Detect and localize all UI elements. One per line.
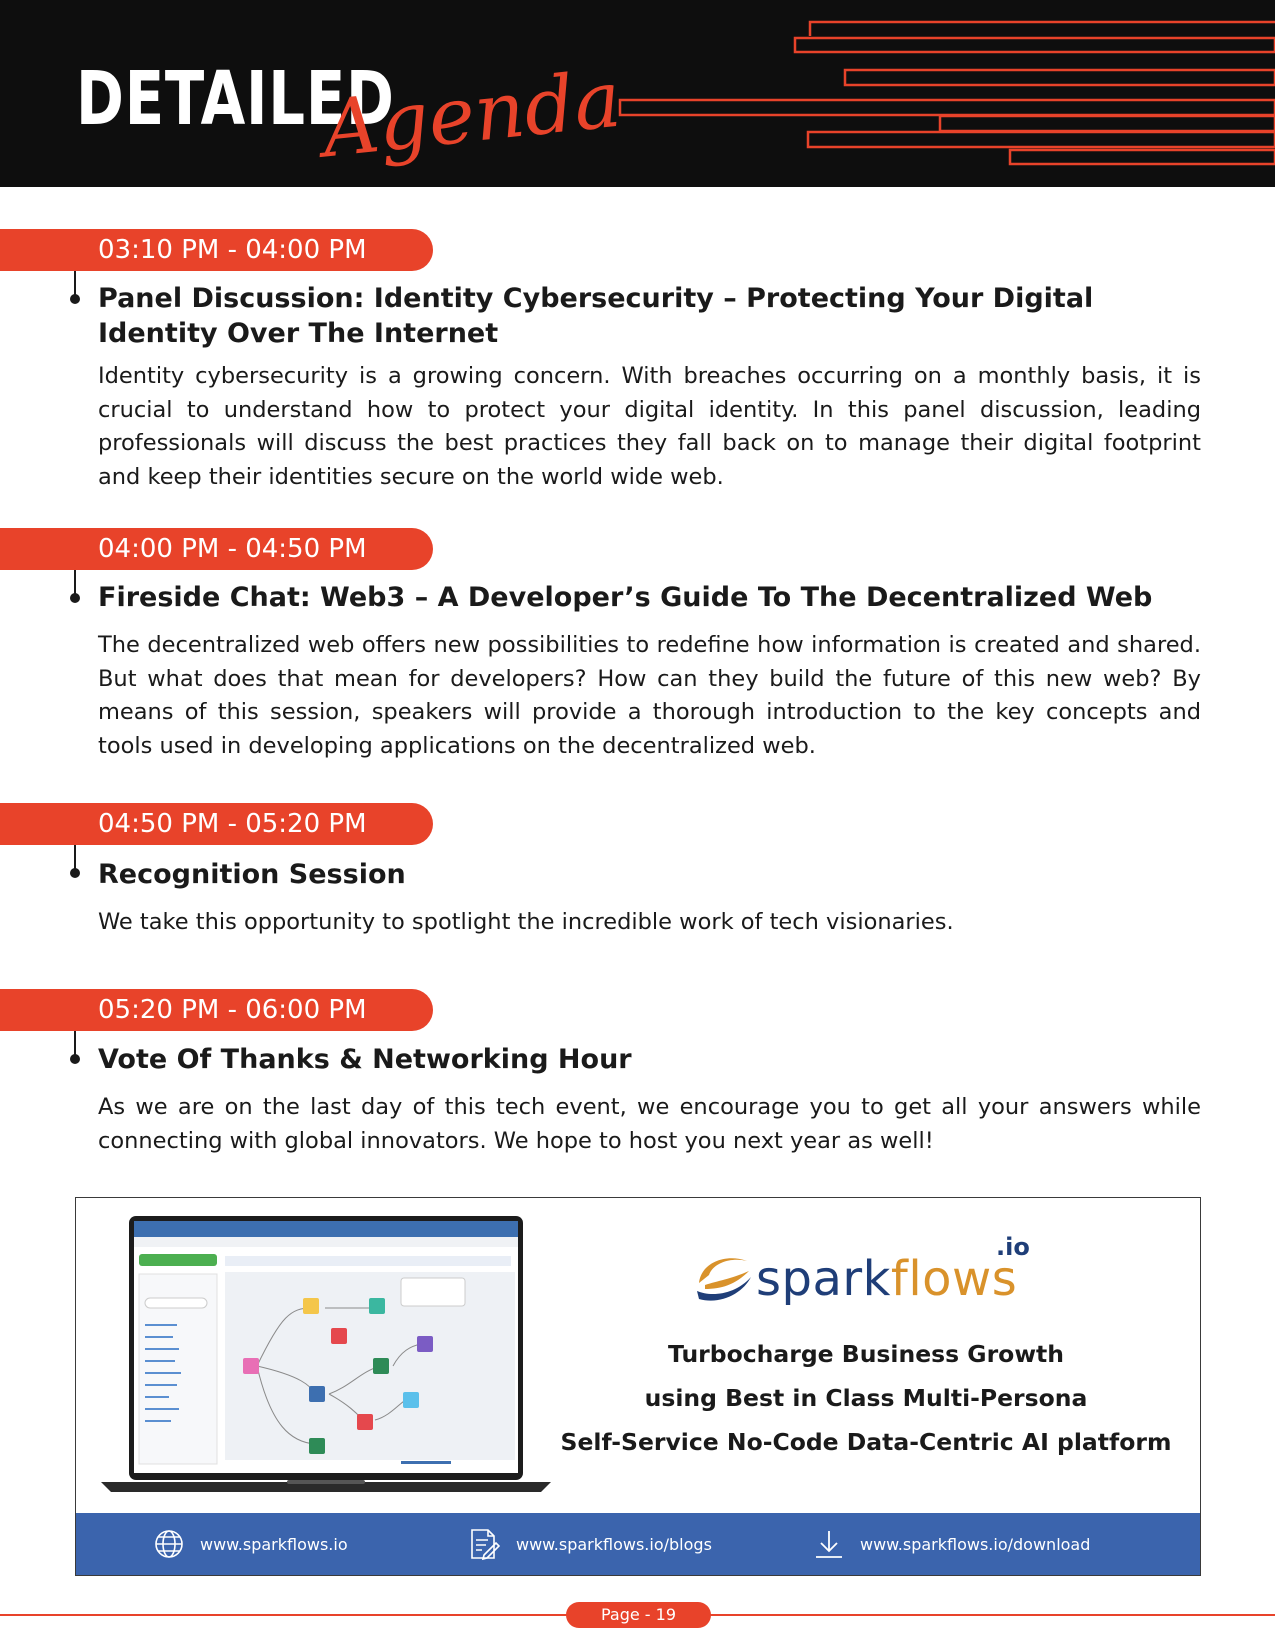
session-time: 04:50 PM - 05:20 PM [0, 803, 433, 845]
session-title: Vote Of Thanks & Networking Hour [98, 1044, 632, 1075]
sparkflows-ad[interactable] [75, 1197, 1201, 1576]
session-title: Fireside Chat: Web3 – A Developer’s Guide To The Decentralized Web [98, 582, 1153, 613]
session-time: 04:00 PM - 04:50 PM [0, 528, 433, 570]
document-edit-icon [466, 1527, 500, 1561]
sparkflows-swoosh-icon [691, 1241, 761, 1311]
brand-domain: .io [996, 1233, 1030, 1261]
tagline-line: Turbocharge Business Growth [668, 1340, 1064, 1368]
timeline-dot [70, 294, 80, 304]
page-number: Page - 19 [566, 1602, 711, 1628]
session-time: 03:10 PM - 04:00 PM [0, 229, 433, 271]
sparkflows-logo [691, 1233, 1051, 1313]
session-description: We take this opportunity to spotlight the incredible work of tech visionaries. [98, 909, 954, 935]
timeline-connector [74, 570, 76, 594]
website-link[interactable] [154, 1513, 348, 1575]
page-title-script: Agenda [318, 54, 625, 176]
session-title: Panel Discussion: Identity Cybersecurity – Protecting Your Digital Identity Over The Internet [98, 283, 1094, 349]
session-description: Identity cybersecurity is a growing concern. With breaches occurring on a monthly basis, it is crucial to understand how to protect your digital identity. In this panel discussion, leading professionals will discuss the best practices they fall back on to manage their digital footprint and keep their identities secure on the world wide web. [98, 363, 1201, 490]
laptop-screenshot-illustration [101, 1216, 551, 1516]
session-title: Recognition Session [98, 859, 406, 890]
blogs-link[interactable] [466, 1513, 712, 1575]
tagline-line: using Best in Class Multi-Persona [644, 1384, 1088, 1412]
session-description: As we are on the last day of this tech event, we encourage you to get all your answers while connecting with global innovators. We hope to host you next year as well! [98, 1094, 1201, 1154]
timeline-connector [74, 845, 76, 869]
session-time: 05:20 PM - 06:00 PM [0, 989, 433, 1031]
session-description: The decentralized web offers new possibilities to redefine how information is created and shared. But what does that mean for developers? How can they build the future of this new web? By means of this session, speakers will provide a thorough introduction to the key concepts and tools used in developing applications on the decentralized web. [98, 632, 1201, 759]
timeline-connector [74, 1031, 76, 1055]
download-icon [814, 1528, 844, 1560]
brand-name: sparkflows [756, 1251, 1018, 1307]
download-link-label[interactable]: www.sparkflows.io/download [860, 1534, 1091, 1554]
blogs-link-label[interactable]: www.sparkflows.io/blogs [516, 1534, 712, 1554]
ad-footer-bar [76, 1513, 1200, 1575]
website-link-label[interactable]: www.sparkflows.io [200, 1534, 348, 1554]
tagline-line: Self-Service No-Code Data-Centric AI platform [560, 1428, 1172, 1456]
globe-icon [154, 1529, 184, 1559]
timeline-dot [70, 593, 80, 603]
timeline-dot [70, 868, 80, 878]
page-header [0, 0, 1275, 187]
download-link[interactable] [814, 1513, 1090, 1575]
page-title: DETAILED [76, 56, 395, 142]
timeline-dot [70, 1054, 80, 1064]
timeline-connector [74, 271, 76, 295]
